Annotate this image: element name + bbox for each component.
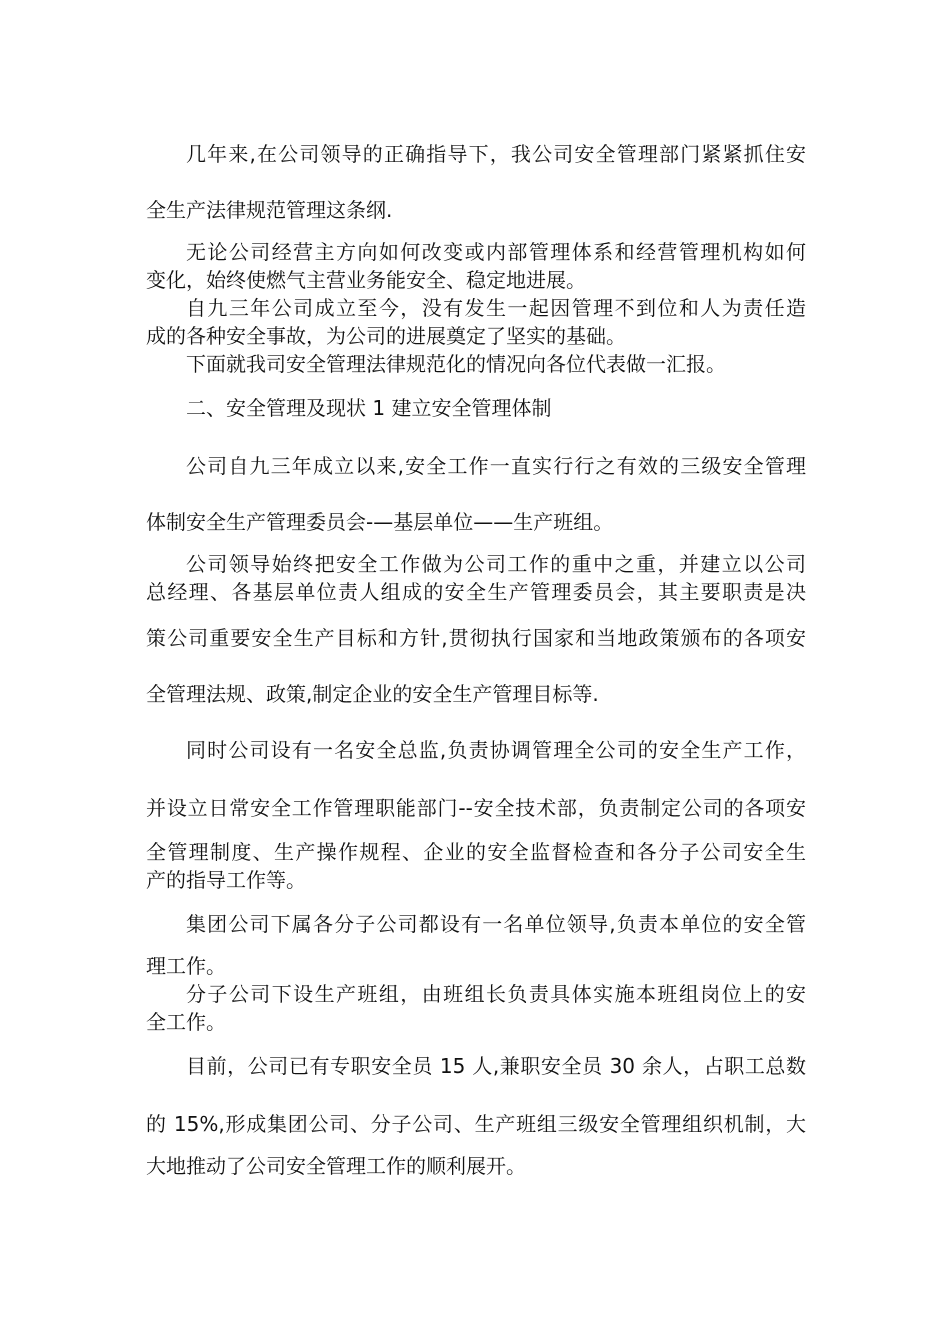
text-line-7: 下面就我司安全管理法律规范化的情况向各位代表做一汇报。: [186, 352, 726, 376]
text-line-6: 成的各种安全事故，为公司的进展奠定了坚实的基础。: [146, 324, 626, 348]
text-line-24: 的 15%,形成集团公司、分子公司、生产班组三级安全管理组织机制，大: [146, 1112, 806, 1136]
text-line-19: 集团公司下属各分子公司都设有一名单位领导,负责本单位的安全管: [186, 912, 806, 936]
text-line-9: 公司自九三年成立以来,安全工作一直实行行之有效的三级安全管理: [186, 454, 806, 478]
text-line-11: 公司领导始终把安全工作做为公司工作的重中之重，并建立以公司: [186, 552, 806, 576]
text-line-14: 全管理法规、政策,制定企业的安全生产管理目标等.: [146, 682, 599, 706]
text-line-2: 全生产法律规范管理这条纲.: [146, 198, 393, 222]
text-line-17: 全管理制度、生产操作规程、企业的安全监督检查和各分子公司安全生: [146, 840, 806, 864]
text-line-23: 目前，公司已有专职安全员 15 人,兼职安全员 30 余人，占职工总数: [186, 1054, 806, 1078]
text-line-21: 分子公司下设生产班组，由班组长负责具体实施本班组岗位上的安: [186, 982, 806, 1006]
section-heading: 二、安全管理及现状 1 建立安全管理体制: [186, 396, 552, 420]
text-line-3: 无论公司经营主方向如何改变或内部管理体系和经营管理机构如何: [186, 240, 806, 264]
text-line-5: 自九三年公司成立至今，没有发生一起因管理不到位和人为责任造: [186, 296, 806, 320]
text-line-16: 并设立日常安全工作管理职能部门--安全技术部，负责制定公司的各项安: [146, 796, 806, 820]
text-line-20: 理工作。: [146, 954, 226, 978]
text-line-15: 同时公司设有一名安全总监,负责协调管理全公司的安全生产工作，: [186, 738, 806, 762]
text-line-10: 体制安全生产管理委员会-—基层单位——生产班组。: [146, 510, 614, 534]
text-line-18: 产的指导工作等。: [146, 868, 306, 892]
text-line-25: 大地推动了公司安全管理工作的顺利展开。: [146, 1154, 526, 1178]
text-line-12: 总经理、各基层单位责人组成的安全生产管理委员会，其主要职责是决: [146, 580, 806, 604]
text-line-22: 全工作。: [146, 1010, 226, 1034]
text-line-4: 变化，始终使燃气主营业务能安全、稳定地进展。: [146, 268, 586, 292]
text-line-13: 策公司重要安全生产目标和方针,贯彻执行国家和当地政策颁布的各项安: [146, 626, 806, 650]
text-line-1: 几年来,在公司领导的正确指导下，我公司安全管理部门紧紧抓住安: [186, 142, 806, 166]
